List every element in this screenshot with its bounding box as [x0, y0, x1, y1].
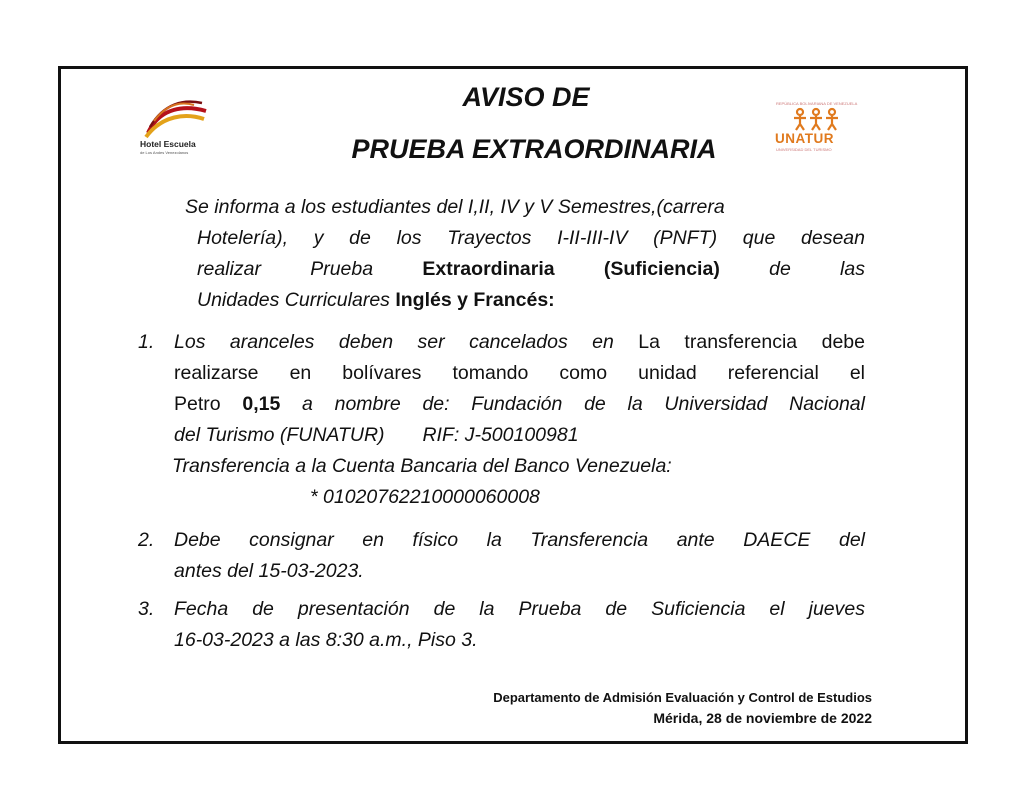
list-item-number: 1. [138, 331, 155, 353]
intro-paragraph [185, 192, 865, 316]
intro-line-4-bold: Inglés y Francés: [395, 289, 555, 311]
intro-line-3-c: de las [769, 258, 865, 280]
unatur-tagline: UNIVERSIDAD DEL TURISMO [776, 147, 832, 152]
item1-line-1 [174, 327, 865, 358]
item1-line-3-a: Petro [174, 393, 221, 415]
item3-line-2: 16-03-2023 a las 8:30 a.m., Piso 3. [174, 629, 478, 651]
list-item-number: 2. [138, 529, 155, 551]
intro-line-4 [185, 285, 865, 316]
title-line-1: AVISO DE [462, 82, 590, 112]
title-line-2: PRUEBA EXTRAORDINARIA [351, 134, 717, 164]
item3-line-1: Fecha de presentación de la Prueba de Suficiencia el jueves [174, 598, 865, 620]
item1-amount: 0,15 [242, 393, 281, 415]
item1-account-number: * 01020762210000060008 [310, 486, 540, 508]
hotel-escuela-name: Hotel Escuela [140, 139, 196, 149]
intro-line-3 [185, 254, 865, 285]
item2-line-1: Debe consignar en físico la Transferencia ante DAECE del [174, 529, 865, 551]
item1-line-4: del Turismo (FUNATUR) RIF: J-500100981 [174, 424, 579, 446]
item2-line-2: antes del 15-03-2023. [174, 560, 364, 582]
hotel-escuela-tagline: de Los Andes Venezolanos [140, 150, 189, 155]
item1-line-2: realizarse en bolívares tomando como unidad referencial el [174, 362, 865, 384]
item1-line-1-b: La transferencia debe [613, 331, 865, 353]
item1-line-5: Transferencia a la Cuenta Bancaria del Banco Venezuela: [172, 455, 672, 477]
item1-line-1-a: Los aranceles deben ser cancelados en [174, 331, 614, 353]
unatur-top-text: REPÚBLICA BOLIVARIANA DE VENEZUELA [776, 101, 858, 106]
footer-date: Mérida, 28 de noviembre de 2022 [653, 710, 872, 726]
footer-department: Departamento de Admisión Evaluación y Control de Estudios [493, 690, 872, 705]
intro-line-3-bold: Extraordinaria (Suficiencia) [422, 258, 720, 280]
intro-line-3-a: realizar Prueba [197, 258, 374, 280]
intro-line-1: Se informa a los estudiantes del I,II, IV y V Semestres,(carrera [185, 196, 725, 218]
item1-line-3-c: a nombre de: Fundación de la Universidad Nacional [302, 393, 865, 415]
intro-line-2: Hotelería), y de los Trayectos I-II-III-IV (PNFT) que desean [197, 227, 865, 249]
list-item-number: 3. [138, 598, 155, 620]
unatur-name: UNATUR [775, 131, 834, 146]
item1-line-3 [174, 389, 865, 420]
intro-line-4-a: Unidades Curriculares [197, 289, 390, 311]
